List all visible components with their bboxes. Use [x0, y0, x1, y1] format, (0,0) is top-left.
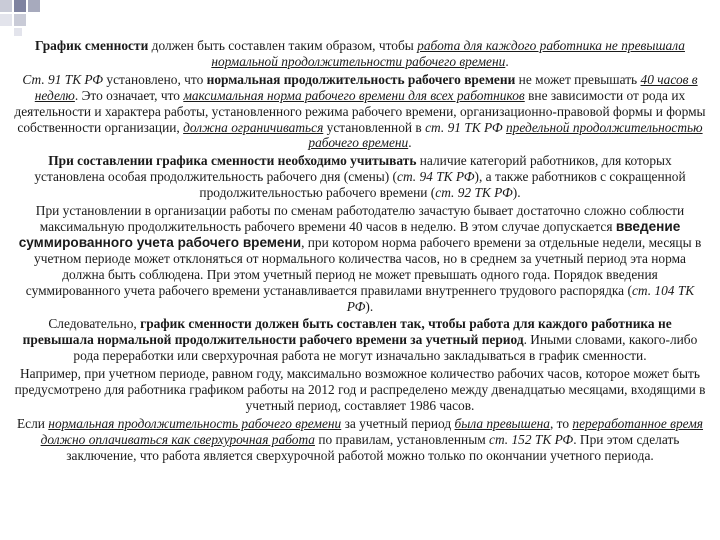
- text-run: . Иными словами, какого-либо рода переработки или сверхурочная работа не могут изначально закладываться в график сменности.: [73, 332, 698, 364]
- text-run: ст. 104 ТК РФ: [346, 282, 695, 314]
- text-run: При составлении графика сменности необходимо учитывать: [48, 153, 417, 169]
- deco-square: [14, 14, 26, 26]
- text-run: ).: [365, 298, 374, 314]
- text-run: ст. 92 ТК РФ: [435, 185, 513, 201]
- text-run: должна ограничиваться: [183, 119, 324, 135]
- deco-square: [14, 28, 22, 36]
- text-run: должен быть составлен таким образом, чтобы: [148, 38, 418, 53]
- text-run: , при котором норма рабочего времени за отдельные недели, месяцы в учетном периоде может отклоняться от нормального количества часов, но в среднем за учетный период эта норма должна быть соблюдена. При этом учетный период не может превышать одного года. Порядок введения суммированного учета рабочего времени устанавливается правилами внутреннего трудового распорядка (: [25, 234, 702, 298]
- text-run: установленной в: [323, 119, 426, 135]
- text-run: При установлении в организации работы по сменам работодателю зачастую бывает достаточно сложно соблюсти максимальную продолжительность рабочего времени 40 часов в неделю. В этом случае допускается: [35, 203, 685, 234]
- text-run: переработанное время должно оплачиваться как сверхурочная работа: [40, 415, 704, 447]
- text-run: График сменности: [35, 38, 149, 53]
- text-run: Ст. 91 ТК РФ: [22, 71, 104, 87]
- text-run: была превышена: [454, 415, 550, 431]
- text-run: ст. 94 ТК РФ: [397, 169, 475, 185]
- text-run: . Это означает, что: [74, 87, 184, 103]
- text-run: Следовательно,: [48, 316, 141, 332]
- text-run: не может превышать: [515, 71, 641, 87]
- text-run: ст. 152 ТК РФ: [489, 431, 574, 447]
- paragraph-1: [14, 38, 706, 70]
- text-run: .: [408, 135, 412, 151]
- document-body: [14, 38, 706, 466]
- text-run: наличие категорий работников, для которых установлена особая продолжительность рабочего дня (смены) (: [34, 153, 672, 185]
- deco-square: [14, 0, 26, 12]
- text-run: вне зависимости от рода их деятельности и характера работы, установленного режима рабочего времени, организационно-правовой формы и формы собственности организации,: [14, 87, 706, 135]
- text-run: 40 часов в неделю: [34, 71, 698, 103]
- text-run: ).: [512, 185, 521, 201]
- text-run: ст. 91 ТК РФ: [425, 119, 503, 135]
- text-run: предельной продолжительностью рабочего времени: [308, 119, 703, 151]
- text-run: , то: [549, 415, 573, 431]
- paragraph-5: [14, 316, 706, 364]
- deco-square: [0, 0, 12, 12]
- text-run: нормальная продолжительность рабочего времени: [206, 71, 516, 87]
- text-run: Например, при учетном периоде, равном году, максимально возможное количество рабочих часов, которое может быть предусмотрено для работника графиком работы на 2012 год и распределено между двенадцатью месяцами, входящими в учетный период, составляет 1986 часов.: [14, 366, 706, 413]
- paragraph-2: [14, 72, 706, 152]
- text-run: . При этом сделать заключение, что работа является сверхурочной работой можно только по окончании учетного периода.: [66, 431, 680, 463]
- text-run: установлено, что: [103, 71, 207, 87]
- text-run: по правилам, установленным: [314, 431, 490, 447]
- deco-square: [28, 0, 40, 12]
- paragraph-7: [14, 416, 706, 464]
- text-run: график сменности должен быть составлен так, чтобы работа для каждого работника не превышала нормальной продолжительности рабочего времени за учетный период: [22, 316, 672, 348]
- deco-square: [0, 14, 12, 26]
- decorative-squares: [0, 0, 720, 40]
- text-run: нормальная продолжительность рабочего времени: [48, 415, 342, 431]
- text-run: .: [505, 53, 509, 69]
- text-run: ), а также работников с сокращенной продолжительностью рабочего времени (: [199, 169, 686, 201]
- text-run: введение суммированного учета рабочего времени: [18, 218, 681, 250]
- text-run: за учетный период: [341, 415, 455, 431]
- text-run: работа для каждого работника не превышала нормальной продолжительности рабочего времени: [211, 38, 685, 69]
- paragraph-4: [14, 203, 706, 314]
- text-run: максимальная норма рабочего времени для всех работников: [183, 87, 525, 103]
- paragraph-3: [14, 153, 706, 201]
- text-run: Если: [16, 415, 49, 431]
- paragraph-6: [14, 366, 706, 414]
